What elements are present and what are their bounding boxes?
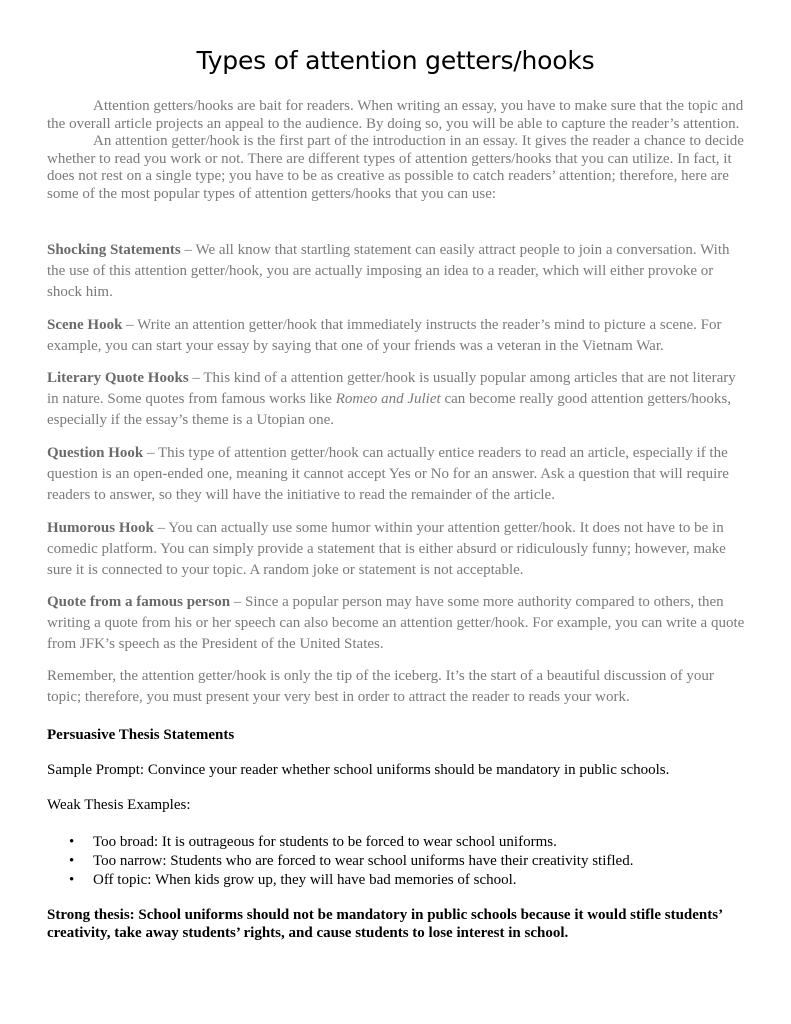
hook-term: Quote from a famous person (47, 594, 231, 610)
hook-description: – You can actually use some humor within your attention getter/hook. It does not have to be in comedic platform. You can simply provide a statement that is either absurd or ridiculously funny; however, make sure it is connected to your topic. A random joke or statement is not acceptable. (47, 520, 726, 578)
list-item-text: Too broad: It is outrageous for students to be forced to wear school uniforms. (93, 834, 557, 850)
hook-description: – This type of attention getter/hook can actually entice readers to read an article, especially if the question is an open-ended one, meaning it cannot accept Yes or No for an answer. Ask a question that will require readers to answer, so they will have the initiative to read the remainder of the article. (47, 445, 729, 503)
bullet-icon: • (69, 853, 75, 869)
intro-section (47, 98, 747, 203)
list-item-text: Too narrow: Students who are forced to wear school uniforms have their creativity stifled. (93, 853, 634, 869)
remember-paragraph: Remember, the attention getter/hook is only the tip of the iceberg. It’s the start of a beautiful discussion of your topic; therefore, you must present your very best in order to attract the reader to reads your work. (47, 668, 714, 705)
hook-question (47, 443, 747, 506)
bullet-icon: • (69, 872, 75, 888)
hook-term: Scene Hook (47, 317, 123, 333)
hook-description: – Write an attention getter/hook that immediately instructs the reader’s mind to picture a scene. For example, you can start your essay by saying that one of your friends was a veteran in the Vietnam War. (47, 317, 722, 354)
intro-paragraph-2: An attention getter/hook is the first part of the introduction in an essay. It gives the reader a chance to decide whether to read you work or not. There are different types of attention getters/hooks that you can utilize. In fact, it does not rest on a single type; you have to be as creative as possible to catch readers’ attention; therefore, here are some of the most popular types of attention getters/hooks that you can use: (47, 133, 744, 202)
page-title: Types of attention getters/hooks (196, 46, 595, 75)
list-item (47, 852, 633, 871)
hook-term: Question Hook (47, 445, 144, 461)
hook-description: – This kind of a attention getter/hook is usually popular among articles that are not literary in nature. Some quotes from famous works like (47, 370, 736, 407)
hook-italic-title: Romeo and Juliet (335, 391, 441, 407)
bullet-icon: • (69, 834, 75, 850)
hook-scene (47, 315, 747, 357)
strong-thesis: Strong thesis: School uniforms should not be mandatory in public schools because it would stifle students’ creativity, take away students’ rights, and cause students to lose interest in school. (47, 907, 722, 941)
hook-description: – We all know that startling statement can easily attract people to join a conversation. With the use of this attention getter/hook, you are actually imposing an idea to a reader, which will either provoke or shock him. (47, 242, 730, 300)
list-item (47, 871, 633, 890)
hook-term: Humorous Hook (47, 520, 154, 536)
hook-description-cont: can become really good attention getters/hooks, especially if the essay’s theme is a Utopian one. (47, 391, 732, 428)
list-item (47, 833, 633, 852)
hook-famous-quote (47, 592, 747, 655)
persuasive-heading: Persuasive Thesis Statements (47, 727, 235, 743)
weak-thesis-heading: Weak Thesis Examples: (47, 797, 191, 813)
hook-term: Shocking Statements (47, 242, 181, 258)
hook-term: Literary Quote Hooks (47, 370, 189, 386)
weak-thesis-list (47, 833, 633, 890)
hook-description: – Since a popular person may have some more authority compared to others, then writing a quote from his or her speech can also become an attention getter/hook. For example, you can write a quote from JFK’s speech as the President of the United States. (47, 594, 745, 652)
hook-shocking-statements (47, 240, 747, 303)
intro-paragraph-1: Attention getters/hooks are bait for readers. When writing an essay, you have to make sure that the topic and the overall article projects an appeal to the audience. By doing so, you will be able to capture the reader’s attention. (47, 98, 744, 132)
hook-humorous (47, 518, 747, 581)
hook-literary-quote (47, 368, 747, 431)
sample-prompt: Sample Prompt: Convince your reader whether school uniforms should be mandatory in public schools. (47, 762, 670, 778)
list-item-text: Off topic: When kids grow up, they will have bad memories of school. (93, 872, 517, 888)
